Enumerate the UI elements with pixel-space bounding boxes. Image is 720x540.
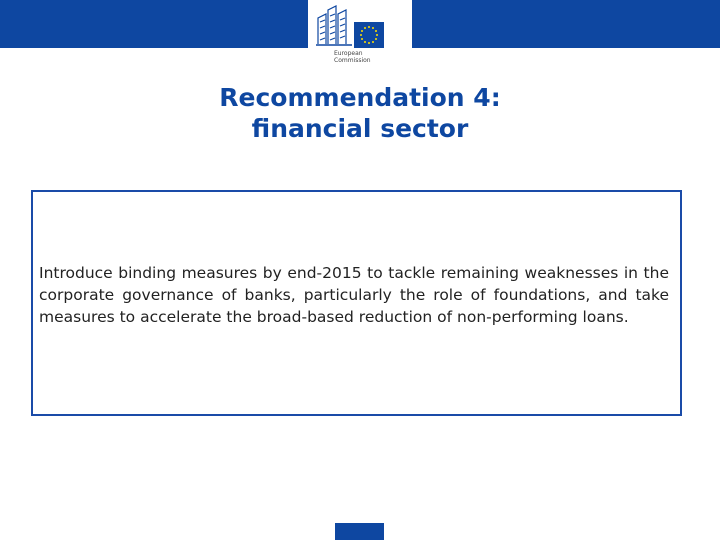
slide-title-line-2: financial sector <box>251 114 469 143</box>
eu-flag-icon <box>354 22 384 48</box>
slide-title-line-1: Recommendation 4: <box>219 83 501 112</box>
logo-wordmark <box>334 50 371 64</box>
bottom-brand-mark <box>335 523 384 540</box>
slide-title <box>160 82 560 144</box>
logo-line-1: European <box>334 50 363 57</box>
logo-line-2: Commission <box>334 57 371 64</box>
commission-building-icon <box>316 4 352 46</box>
european-commission-logo <box>308 0 412 66</box>
recommendation-text: Introduce binding measures by end-2015 to tackle remaining weaknesses in the corporate governance of banks, particularly the role of foundations, and take measures to accelerate the broad-based reduction of non-performing loans. <box>39 264 669 326</box>
